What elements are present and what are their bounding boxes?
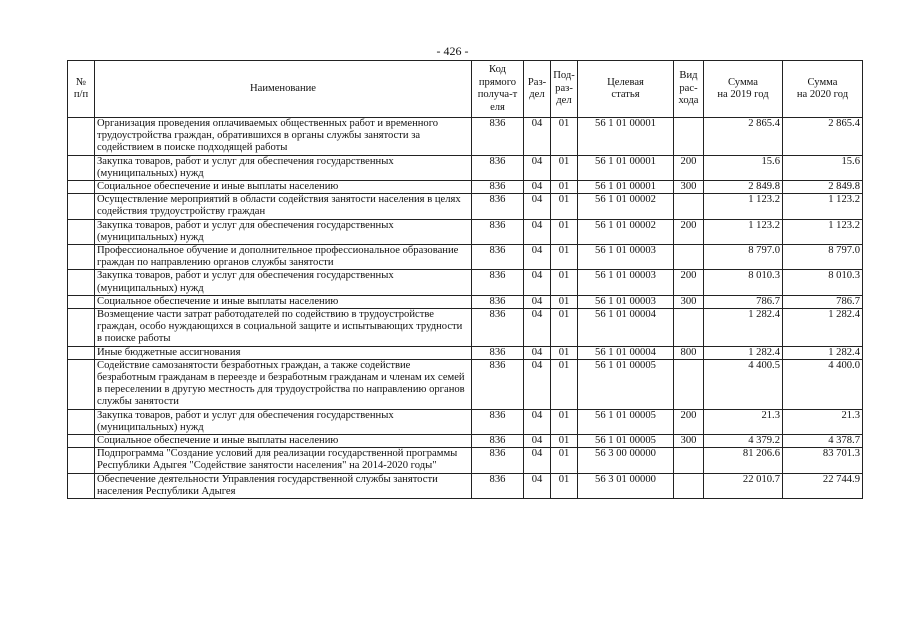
recipient-code: 836 <box>472 473 524 498</box>
table-row <box>68 295 863 308</box>
sum-2019: 786.7 <box>704 295 783 308</box>
header-sum-2020 <box>783 61 863 118</box>
header-section <box>524 61 551 118</box>
header-line: прямого <box>478 76 517 88</box>
sum-2019: 4 400.5 <box>704 359 783 409</box>
header-line: Под- <box>553 70 575 82</box>
recipient-code: 836 <box>472 118 524 156</box>
target-article: 56 1 01 00005 <box>578 359 674 409</box>
row-number <box>68 435 95 448</box>
sum-2019: 1 123.2 <box>704 219 783 244</box>
table-row <box>68 245 863 270</box>
sum-2019: 2 865.4 <box>704 118 783 156</box>
row-number <box>68 359 95 409</box>
section-code: 04 <box>524 270 551 295</box>
expense-type: 200 <box>674 409 704 434</box>
target-article: 56 1 01 00001 <box>578 118 674 156</box>
recipient-code: 836 <box>472 181 524 194</box>
section-code: 04 <box>524 295 551 308</box>
sum-2019: 2 849.8 <box>704 181 783 194</box>
target-article: 56 1 01 00004 <box>578 346 674 359</box>
sum-2020: 4 378.7 <box>783 435 863 448</box>
subsection-code: 01 <box>551 359 578 409</box>
section-code: 04 <box>524 155 551 180</box>
expense-type: 200 <box>674 270 704 295</box>
row-number <box>68 295 95 308</box>
section-code: 04 <box>524 309 551 347</box>
sum-2020: 2 865.4 <box>783 118 863 156</box>
target-article: 56 1 01 00001 <box>578 155 674 180</box>
subsection-code: 01 <box>551 435 578 448</box>
sum-2020: 1 123.2 <box>783 219 863 244</box>
header-line: рас- <box>679 82 698 94</box>
item-name: Социальное обеспечение и иные выплаты населению <box>95 295 472 308</box>
sum-2020: 1 282.4 <box>783 346 863 359</box>
section-code: 04 <box>524 409 551 434</box>
item-name: Закупка товаров, работ и услуг для обеспечения государственных (муниципальных) нужд <box>95 270 472 295</box>
sum-2020: 1 123.2 <box>783 194 863 219</box>
header-line: Вид <box>679 70 698 82</box>
item-name: Иные бюджетные ассигнования <box>95 346 472 359</box>
sum-2020: 22 744.9 <box>783 473 863 498</box>
budget-table <box>67 60 863 499</box>
target-article: 56 3 01 00000 <box>578 473 674 498</box>
header-line: статья <box>611 89 640 100</box>
header-line: на 2019 год <box>717 89 769 100</box>
table-row <box>68 448 863 473</box>
recipient-code: 836 <box>472 295 524 308</box>
subsection-code: 01 <box>551 295 578 308</box>
row-number <box>68 181 95 194</box>
item-name: Возмещение части затрат работодателей по содействию в трудоустройстве граждан, особо нуждающихся в социальной защите и испытывающих трудности в поиске работы <box>95 309 472 347</box>
sum-2019: 15.6 <box>704 155 783 180</box>
expense-type: 200 <box>674 219 704 244</box>
subsection-code: 01 <box>551 181 578 194</box>
item-name: Профессиональное обучение и дополнительное профессиональное образование граждан по направлению органов службы занятости <box>95 245 472 270</box>
header-line: еля <box>490 101 505 113</box>
header-line: п/п <box>73 89 89 100</box>
subsection-code: 01 <box>551 448 578 473</box>
sum-2019: 1 123.2 <box>704 194 783 219</box>
row-number <box>68 155 95 180</box>
header-line: Целевая <box>607 76 644 88</box>
row-number <box>68 448 95 473</box>
header-line: получа-т <box>477 89 518 100</box>
row-number <box>68 219 95 244</box>
section-code: 04 <box>524 346 551 359</box>
sum-2019: 21.3 <box>704 409 783 434</box>
expense-type <box>674 245 704 270</box>
expense-type: 200 <box>674 155 704 180</box>
recipient-code: 836 <box>472 194 524 219</box>
sum-2020: 8 010.3 <box>783 270 863 295</box>
target-article: 56 1 01 00003 <box>578 270 674 295</box>
sum-2020: 8 797.0 <box>783 245 863 270</box>
header-num <box>68 61 95 118</box>
target-article: 56 1 01 00001 <box>578 181 674 194</box>
section-code: 04 <box>524 118 551 156</box>
sum-2019: 1 282.4 <box>704 309 783 347</box>
target-article: 56 1 01 00005 <box>578 409 674 434</box>
row-number <box>68 194 95 219</box>
recipient-code: 836 <box>472 409 524 434</box>
header-target <box>578 61 674 118</box>
table-row <box>68 473 863 498</box>
recipient-code: 836 <box>472 448 524 473</box>
row-number <box>68 245 95 270</box>
row-number <box>68 409 95 434</box>
subsection-code: 01 <box>551 473 578 498</box>
table-row <box>68 309 863 347</box>
table-row <box>68 118 863 156</box>
section-code: 04 <box>524 194 551 219</box>
item-name: Организация проведения оплачиваемых общественных работ и временного трудоустройства граждан, обратившихся в органы службы занятости за содействием в поиске подходящей работы <box>95 118 472 156</box>
row-number <box>68 473 95 498</box>
item-name: Закупка товаров, работ и услуг для обеспечения государственных (муниципальных) нужд <box>95 409 472 434</box>
sum-2020: 83 701.3 <box>783 448 863 473</box>
subsection-code: 01 <box>551 309 578 347</box>
target-article: 56 1 01 00002 <box>578 194 674 219</box>
section-code: 04 <box>524 473 551 498</box>
target-article: 56 1 01 00005 <box>578 435 674 448</box>
sum-2020: 1 282.4 <box>783 309 863 347</box>
header-line: хода <box>678 95 699 107</box>
subsection-code: 01 <box>551 155 578 180</box>
expense-type <box>674 473 704 498</box>
page-number: - 426 - <box>436 44 469 58</box>
target-article: 56 1 01 00003 <box>578 245 674 270</box>
recipient-code: 836 <box>472 359 524 409</box>
row-number <box>68 270 95 295</box>
expense-type <box>674 359 704 409</box>
section-code: 04 <box>524 435 551 448</box>
section-code: 04 <box>524 181 551 194</box>
expense-type: 300 <box>674 435 704 448</box>
header-line: раз- <box>555 82 573 94</box>
target-article: 56 1 01 00002 <box>578 219 674 244</box>
table-row <box>68 435 863 448</box>
header-line: Код <box>489 64 506 75</box>
item-name: Обеспечение деятельности Управления государственной службы занятости населения Республики Адыгея <box>95 473 472 498</box>
row-number <box>68 118 95 156</box>
sum-2019: 1 282.4 <box>704 346 783 359</box>
target-article: 56 1 01 00004 <box>578 309 674 347</box>
target-article: 56 3 00 00000 <box>578 448 674 473</box>
expense-type <box>674 309 704 347</box>
recipient-code: 836 <box>472 245 524 270</box>
header-sum-2019 <box>704 61 783 118</box>
header-line: № <box>75 76 87 88</box>
header-line: дел <box>529 89 545 100</box>
table-row <box>68 181 863 194</box>
header-expense-type <box>674 61 704 118</box>
section-code: 04 <box>524 359 551 409</box>
recipient-code: 836 <box>472 155 524 180</box>
expense-type <box>674 194 704 219</box>
expense-type <box>674 448 704 473</box>
sum-2020: 15.6 <box>783 155 863 180</box>
recipient-code: 836 <box>472 435 524 448</box>
subsection-code: 01 <box>551 118 578 156</box>
section-code: 04 <box>524 245 551 270</box>
table-row <box>68 359 863 409</box>
item-name: Закупка товаров, работ и услуг для обеспечения государственных (муниципальных) нужд <box>95 155 472 180</box>
table-row <box>68 270 863 295</box>
row-number <box>68 346 95 359</box>
recipient-code: 836 <box>472 219 524 244</box>
subsection-code: 01 <box>551 219 578 244</box>
section-code: 04 <box>524 219 551 244</box>
header-subsection <box>551 61 578 118</box>
subsection-code: 01 <box>551 270 578 295</box>
table-row <box>68 194 863 219</box>
subsection-code: 01 <box>551 245 578 270</box>
table-row <box>68 155 863 180</box>
target-article: 56 1 01 00003 <box>578 295 674 308</box>
header-line: Наименование <box>250 82 316 94</box>
header-line: Сумма <box>728 76 758 88</box>
subsection-code: 01 <box>551 346 578 359</box>
item-name: Подпрограмма "Создание условий для реализации государственной программы Республики Адыгея "Содействие занятости населения" на 2014-2020 годы" <box>95 448 472 473</box>
expense-type: 800 <box>674 346 704 359</box>
item-name: Социальное обеспечение и иные выплаты населению <box>95 181 472 194</box>
sum-2020: 786.7 <box>783 295 863 308</box>
table-body <box>68 118 863 499</box>
section-code: 04 <box>524 448 551 473</box>
row-number <box>68 309 95 347</box>
header-code <box>472 61 524 118</box>
sum-2019: 8 010.3 <box>704 270 783 295</box>
sum-2019: 22 010.7 <box>704 473 783 498</box>
recipient-code: 836 <box>472 270 524 295</box>
expense-type: 300 <box>674 181 704 194</box>
sum-2020: 4 400.0 <box>783 359 863 409</box>
recipient-code: 836 <box>472 309 524 347</box>
expense-type: 300 <box>674 295 704 308</box>
table-row <box>68 219 863 244</box>
header-line: на 2020 год <box>796 89 849 100</box>
expense-type <box>674 118 704 156</box>
header-name <box>95 61 472 118</box>
sum-2020: 2 849.8 <box>783 181 863 194</box>
sum-2019: 8 797.0 <box>704 245 783 270</box>
sum-2019: 81 206.6 <box>704 448 783 473</box>
header-line: Раз- <box>527 76 547 88</box>
item-name: Содействие самозанятости безработных граждан, а также содействие безработным гражданам в переезде и безработным гражданам и членам их семей в переселении в другую местность для трудоустройства по направлению органов службы занятости <box>95 359 472 409</box>
sum-2020: 21.3 <box>783 409 863 434</box>
subsection-code: 01 <box>551 194 578 219</box>
table-row <box>68 409 863 434</box>
subsection-code: 01 <box>551 409 578 434</box>
header-line: дел <box>556 95 572 107</box>
item-name: Осуществление мероприятий в области содействия занятости населения в целях содействия трудоустройству граждан <box>95 194 472 219</box>
header-line: Сумма <box>807 76 838 88</box>
header-row <box>68 61 863 118</box>
item-name: Закупка товаров, работ и услуг для обеспечения государственных (муниципальных) нужд <box>95 219 472 244</box>
sum-2019: 4 379.2 <box>704 435 783 448</box>
table-row <box>68 346 863 359</box>
item-name: Социальное обеспечение и иные выплаты населению <box>95 435 472 448</box>
recipient-code: 836 <box>472 346 524 359</box>
